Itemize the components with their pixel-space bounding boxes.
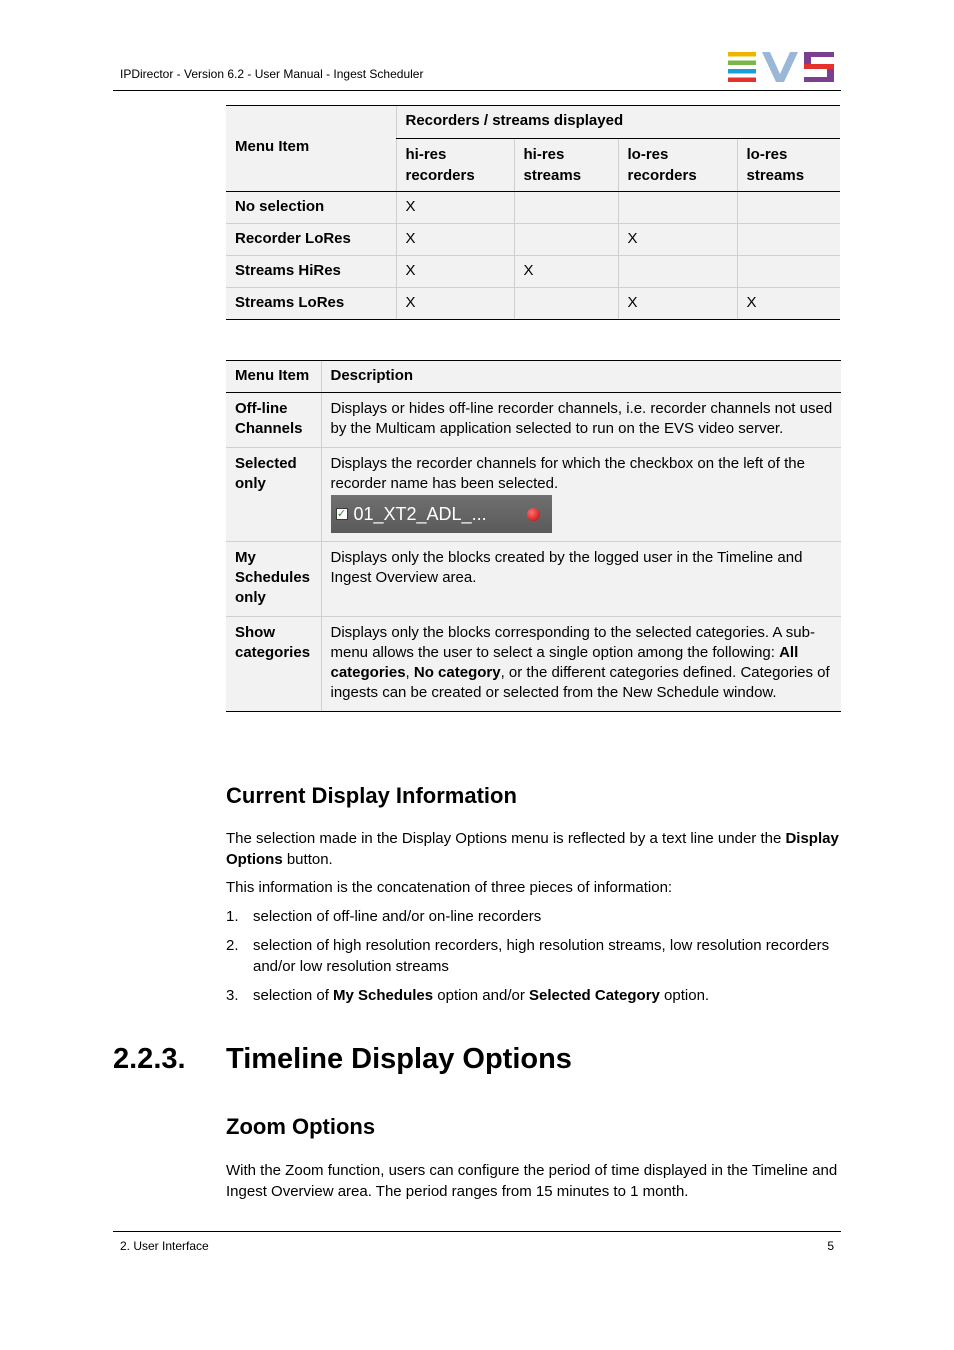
row-label: Streams LoRes xyxy=(226,288,396,320)
current-display-para1: The selection made in the Display Options menu is reflected by a text line under the Display Options button. xyxy=(226,830,839,868)
col-lo-res-recorders: lo-res recorders xyxy=(618,139,737,192)
row-description: Displays only the blocks corresponding to the selected categories. A sub-menu allows the user to select a single option among the following: All categories, No category, or the different categories defined. Categories of ingests can be created or selected from the New Schedule window. xyxy=(321,617,841,712)
footer-chapter: 2. User Interface xyxy=(120,1239,209,1253)
table1-group-header: Recorders / streams displayed xyxy=(396,106,840,139)
table-cell xyxy=(737,224,840,256)
row-label: Selected only xyxy=(226,448,321,542)
row-label: My Schedules only xyxy=(226,542,321,617)
table-cell: X xyxy=(396,224,514,256)
table2-menu-item-header: Menu Item xyxy=(226,361,321,393)
table-cell xyxy=(737,192,840,224)
table-cell: X xyxy=(618,224,737,256)
table-cell xyxy=(618,256,737,288)
row-label: Show categories xyxy=(226,617,321,712)
table-cell: X xyxy=(396,288,514,320)
zoom-options-para: With the Zoom function, users can configure the period of time displayed in the Timeline and Ingest Overview area. The period ranges from 15 minutes to 1 month. xyxy=(226,1162,838,1200)
page-number: 5 xyxy=(827,1239,834,1253)
record-indicator-icon xyxy=(527,508,540,521)
col-hi-res-streams: hi-res streams xyxy=(514,139,618,192)
list-item: 2. selection of high resolution recorders, high resolution streams, low resolution recorders and/or low resolution streams xyxy=(226,937,830,975)
page-footer xyxy=(113,1231,841,1253)
table-cell xyxy=(514,288,618,320)
table-row xyxy=(226,448,841,542)
current-display-para2: This information is the concatenation of three pieces of information: xyxy=(226,879,673,896)
row-label: Streams HiRes xyxy=(226,256,396,288)
row-label: Recorder LoRes xyxy=(226,224,396,256)
table1-menu-item-header: Menu Item xyxy=(226,106,396,192)
col-lo-res-streams: lo-res streams xyxy=(737,139,840,192)
table-row xyxy=(226,393,841,448)
table-row xyxy=(226,288,840,320)
table2-description-header: Description xyxy=(321,361,841,393)
row-description xyxy=(321,448,841,542)
table-row xyxy=(226,256,840,288)
row-description: Displays only the blocks created by the logged user in the Timeline and Ingest Overview area. xyxy=(321,542,841,617)
table-cell xyxy=(737,256,840,288)
table-cell: X xyxy=(514,256,618,288)
recorder-chip xyxy=(331,495,552,533)
recorder-name: 01_XT2_ADL_... xyxy=(353,504,487,524)
zoom-options-heading: Zoom Options xyxy=(226,1114,376,1139)
list-item: 3. selection of My Schedules option and/or Selected Category option. xyxy=(226,987,710,1004)
row-description: Displays or hides off-line recorder channels, i.e. recorder channels not used by the Multicam application selected to run on the EVS video server. xyxy=(321,393,841,448)
table-cell: X xyxy=(396,256,514,288)
table-cell: X xyxy=(618,288,737,320)
row-label: Off-line Channels xyxy=(226,393,321,448)
table-cell xyxy=(514,224,618,256)
section-title: Timeline Display Options xyxy=(226,1043,572,1075)
table-row xyxy=(226,617,841,712)
section-number: 2.2.3. xyxy=(113,1043,186,1075)
table-row xyxy=(226,192,840,224)
table-cell xyxy=(618,192,737,224)
recorders-streams-table xyxy=(226,105,840,320)
evs-logo xyxy=(728,52,834,82)
section-heading xyxy=(113,1043,572,1076)
table-cell: X xyxy=(396,192,514,224)
checkbox-checked-icon: ✓ xyxy=(336,508,347,520)
current-display-heading: Current Display Information xyxy=(226,783,517,808)
table-row xyxy=(226,224,840,256)
table-cell: X xyxy=(737,288,840,320)
list-item: 1. selection of off-line and/or on-line recorders xyxy=(226,908,542,925)
col-hi-res-recorders: hi-res recorders xyxy=(396,139,514,192)
page-header xyxy=(113,56,841,91)
row-label: No selection xyxy=(226,192,396,224)
header-title: IPDirector - Version 6.2 - User Manual - Ingest Scheduler xyxy=(120,67,424,81)
description-text: Displays the recorder channels for which the checkbox on the left of the recorder name has been selected. xyxy=(330,455,805,492)
table-row xyxy=(226,542,841,617)
menu-item-description-table xyxy=(226,360,841,712)
table-cell xyxy=(514,192,618,224)
